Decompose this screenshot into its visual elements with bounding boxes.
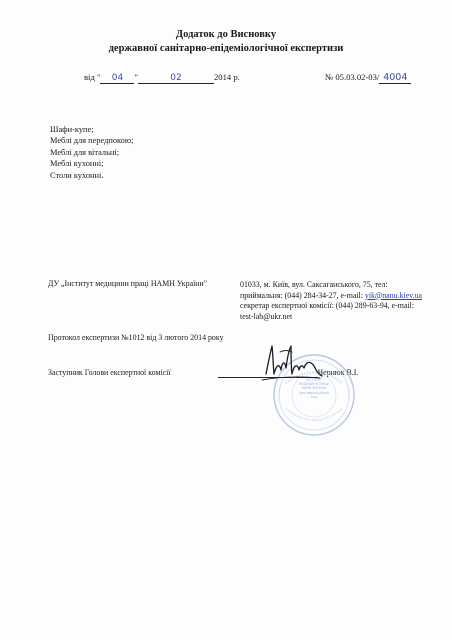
stamp-line: МЕДИЦИНИ ПРАЦІ xyxy=(298,382,330,387)
date-day: 04 xyxy=(111,73,124,83)
address-line: test-lab@ukr.net xyxy=(240,311,293,321)
document-number-prefix: № 05.03.02-03/ xyxy=(325,72,380,82)
list-item: Столи кухонні. xyxy=(50,170,104,180)
product-list xyxy=(50,124,133,181)
date-line xyxy=(84,73,240,84)
date-year: 2014 р. xyxy=(214,72,240,82)
list-item: Шафи-купе; xyxy=(50,125,94,134)
stamp-line: Ідентифікаційний xyxy=(299,390,329,395)
document-title-line1: Додаток до Висновку xyxy=(175,29,277,40)
address-line: 01033, м. Київ, вул. Саксаганського, 75, тел: xyxy=(240,280,388,289)
stamp-line: ІНСТИТУТ xyxy=(306,378,322,382)
date-quote: " xyxy=(134,72,138,82)
date-prefix: від " xyxy=(84,72,101,82)
list-item: Меблі кухонні; xyxy=(50,159,104,169)
document-number: 4004 xyxy=(383,72,408,83)
signatory-role: Заступник Голови експертної комісії xyxy=(48,368,171,377)
date-month: 02 xyxy=(170,73,182,83)
address-line xyxy=(240,291,422,302)
handwritten-signature-icon xyxy=(258,340,328,386)
list-item: Меблі для передпокою; xyxy=(50,136,134,146)
email-link[interactable]: yik@nanu.kiev.ua xyxy=(364,290,423,300)
document-title-line2: державної санітарно-епідеміологічної експертизи xyxy=(108,43,344,54)
organization-name: ДУ „Інститут медицини праці НАМН України" xyxy=(48,279,207,288)
signatory-name: Чернюк В.І. xyxy=(318,368,359,377)
document-number-line xyxy=(325,73,411,84)
stamp-line: код xyxy=(310,394,318,399)
protocol-line: Протокол експертизи №1012 від 3 лютого 2014 року xyxy=(48,333,224,342)
stamp-line: НАМН УКРАЇНИ xyxy=(301,386,327,391)
list-item: Меблі для вітальні; xyxy=(50,147,120,157)
organization-address xyxy=(240,280,422,322)
address-phone: приймальня: (044) 284-34-27, e-mail: xyxy=(240,290,365,300)
address-line: секретар експертної комісії: (044) 289-63-94, e-mail: xyxy=(240,301,415,311)
